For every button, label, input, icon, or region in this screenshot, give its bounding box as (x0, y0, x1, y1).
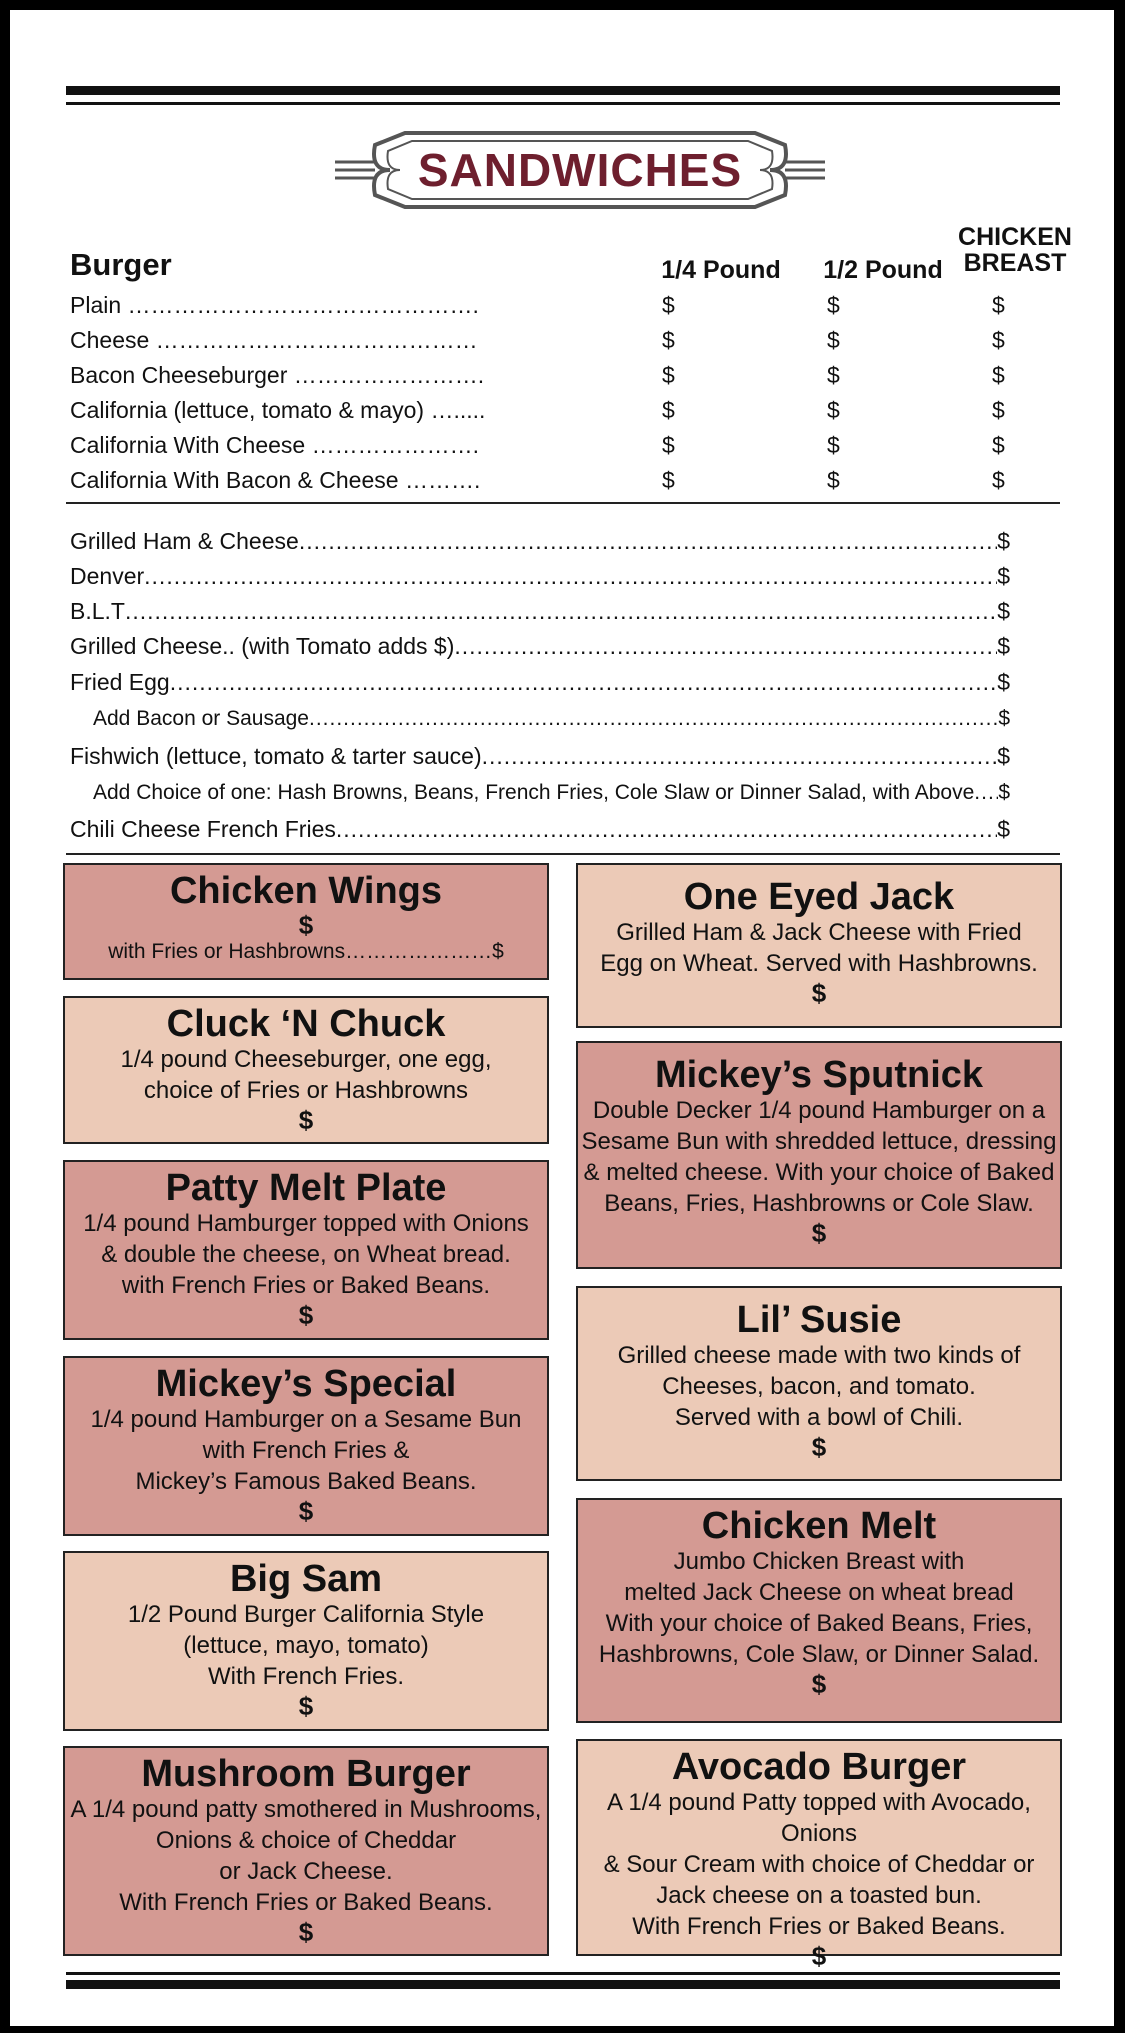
mickeys-special-desc: 1/4 pound Hamburger on a Sesame Bun with French Fries & Mickey’s Famous Baked Beans. (90, 1406, 522, 1495)
sandwich-row (70, 598, 1010, 632)
sandwich-price: $ (997, 743, 1010, 769)
sandwich-label: Fried Egg (70, 669, 170, 695)
mushroom-burger-box (63, 1746, 549, 1956)
chicken-wings-title: Chicken Wings (169, 870, 443, 912)
burger-name: Cheese …………………………………… (70, 327, 478, 353)
chicken-wings-box (63, 863, 549, 980)
price-half: $ (827, 362, 840, 388)
lil-susie-price: $ (811, 1432, 827, 1462)
sandwich-price: $ (997, 528, 1010, 554)
burger-row (70, 362, 1070, 397)
avocado-burger-desc: A 1/4 pound Patty topped with Avocado, Onions & Sour Cream with choice of Cheddar or Jack cheese on a toasted bun. With French Fries or Baked Beans. (603, 1789, 1035, 1940)
leader-dots (170, 669, 997, 703)
lil-susie-box (576, 1286, 1062, 1481)
mickeys-special-box (63, 1356, 549, 1536)
leader-dots (299, 528, 997, 562)
mickeys-special-title: Mickey’s Special (155, 1363, 457, 1405)
price-quarter: $ (662, 432, 675, 458)
one-eyed-jack-title: One Eyed Jack (683, 876, 955, 918)
patty-melt-desc: 1/4 pound Hamburger topped with Onions & double the cheese, on Wheat bread. with French Fries or Baked Beans. (83, 1210, 529, 1299)
avocado-burger-price: $ (811, 1941, 827, 1971)
menu-page (10, 10, 1114, 2026)
col-chicken-line1: CHICKEN (958, 223, 1072, 251)
leader-dots (144, 563, 997, 597)
chicken-wings-price: $ (298, 910, 314, 940)
burger-name: California With Cheese …………………. (70, 432, 479, 458)
leader-dots (974, 781, 998, 815)
col-chicken-line2: BREAST (963, 249, 1067, 277)
sandwich-label: Fishwich (lettuce, tomato & tarter sauce) (70, 743, 482, 769)
sandwich-row (70, 633, 1010, 667)
burger-row (70, 467, 1070, 502)
price-chicken: $ (992, 397, 1005, 423)
cluck-n-chuck-desc: 1/4 pound Cheeseburger, one egg, choice of Fries or Hashbrowns (120, 1046, 492, 1104)
top-rule-thick (66, 86, 1060, 95)
one-eyed-jack-box (576, 863, 1062, 1028)
burger-name: California With Bacon & Cheese ………. (70, 467, 481, 493)
price-half: $ (827, 327, 840, 353)
sandwich-label: Chili Cheese French Fries (70, 816, 336, 842)
burger-heading: Burger (70, 247, 172, 282)
price-quarter: $ (662, 327, 675, 353)
leader-dots (336, 816, 997, 850)
sputnick-desc: Double Decker 1/4 pound Hamburger on a Sesame Bun with shredded lettuce, dressing & melted cheese. With your choice of Baked Beans, Fries, Hashbrowns or Cole Slaw. (581, 1097, 1057, 1217)
sandwich-row (70, 563, 1010, 597)
patty-melt-box (63, 1160, 549, 1340)
sandwich-label: Grilled Ham & Cheese (70, 528, 299, 554)
sputnick-box (576, 1041, 1062, 1269)
chicken-wings-sub: with Fries or Hashbrowns…………………$ (108, 940, 504, 963)
price-chicken: $ (992, 362, 1005, 388)
sandwich-price: $ (998, 781, 1010, 804)
chicken-melt-price: $ (811, 1669, 827, 1699)
price-quarter: $ (662, 292, 675, 318)
sputnick-title: Mickey’s Sputnick (654, 1054, 984, 1096)
sandwich-price: $ (997, 633, 1010, 659)
price-chicken: $ (992, 327, 1005, 353)
sandwich-row (70, 816, 1010, 850)
col-chicken-breast (950, 224, 1080, 276)
cluck-n-chuck-title: Cluck ‘N Chuck (166, 1003, 446, 1045)
col-quarter-pound: 1/4 Pound (661, 256, 781, 284)
lil-susie-title: Lil’ Susie (736, 1299, 902, 1341)
price-chicken: $ (992, 292, 1005, 318)
price-quarter: $ (662, 362, 675, 388)
price-chicken: $ (992, 467, 1005, 493)
sandwiches-banner (330, 125, 830, 215)
sandwich-price: $ (997, 669, 1010, 695)
chicken-melt-desc: Jumbo Chicken Breast with melted Jack Cheese on wheat bread With your choice of Baked Beans, Fries, Hashbrowns, Cole Slaw, or Dinner Salad. (598, 1548, 1040, 1668)
big-sam-price: $ (298, 1691, 314, 1721)
cluck-n-chuck-price: $ (298, 1105, 314, 1135)
sandwich-label: B.L.T (70, 598, 125, 624)
big-sam-box (63, 1551, 549, 1731)
sandwich-label: Add Bacon or Sausage (93, 707, 309, 730)
col-half-pound: 1/2 Pound (823, 256, 943, 284)
burger-name: Plain ………………………………………. (70, 292, 479, 318)
sandwich-price: $ (998, 707, 1010, 730)
avocado-burger-box (576, 1739, 1062, 1971)
patty-melt-title: Patty Melt Plate (165, 1167, 447, 1209)
patty-melt-price: $ (298, 1300, 314, 1330)
burger-row (70, 432, 1070, 467)
sandwich-addon-row (93, 781, 1010, 815)
big-sam-title: Big Sam (229, 1558, 383, 1600)
sandwich-row (70, 528, 1010, 562)
price-half: $ (827, 292, 840, 318)
banner-title: SANDWICHES (417, 144, 743, 196)
price-half: $ (827, 467, 840, 493)
chicken-melt-title: Chicken Melt (701, 1505, 937, 1547)
sandwich-addon-row (93, 707, 1010, 741)
mushroom-burger-desc: A 1/4 pound patty smothered in Mushrooms, Onions & choice of Cheddar or Jack Cheese. With French Fries or Baked Beans. (70, 1796, 542, 1916)
leader-dots (125, 598, 997, 632)
burger-name: Bacon Cheeseburger ……………………. (70, 362, 485, 388)
mushroom-burger-title: Mushroom Burger (141, 1753, 471, 1795)
mickeys-special-price: $ (298, 1496, 314, 1526)
sandwich-row (70, 743, 1010, 777)
bottom-rule-thin (66, 1972, 1060, 1975)
price-quarter: $ (662, 467, 675, 493)
avocado-burger-title: Avocado Burger (671, 1746, 967, 1788)
leader-dots (454, 633, 997, 667)
section-divider (66, 853, 1060, 855)
lil-susie-desc: Grilled cheese made with two kinds of Cheeses, bacon, and tomato. Served with a bowl of Chili. (617, 1342, 1021, 1431)
leader-dots (309, 707, 998, 741)
burger-row (70, 327, 1070, 362)
sandwich-label: Grilled Cheese.. (with Tomato adds $) (70, 633, 455, 659)
price-chicken: $ (992, 432, 1005, 458)
sandwich-label: Add Choice of one: Hash Browns, Beans, French Fries, Cole Slaw or Dinner Salad, with Above (93, 781, 975, 804)
cluck-n-chuck-box (63, 996, 549, 1144)
chicken-melt-box (576, 1498, 1062, 1723)
one-eyed-jack-price: $ (811, 978, 827, 1008)
price-quarter: $ (662, 397, 675, 423)
burger-name: California (lettuce, tomato & mayo) …..... (70, 397, 486, 423)
burger-row (70, 292, 1070, 327)
sandwich-price: $ (997, 816, 1010, 842)
one-eyed-jack-desc: Grilled Ham & Jack Cheese with Fried Egg on Wheat. Served with Hashbrowns. (600, 919, 1038, 977)
bottom-rule-thick (66, 1980, 1060, 1989)
mushroom-burger-price: $ (298, 1917, 314, 1947)
big-sam-desc: 1/2 Pound Burger California Style (lettuce, mayo, tomato) With French Fries. (127, 1601, 485, 1690)
price-half: $ (827, 397, 840, 423)
burger-row (70, 397, 1070, 432)
sandwich-row (70, 669, 1010, 703)
sandwich-price: $ (997, 598, 1010, 624)
leader-dots (482, 743, 998, 777)
sandwich-label: Denver (70, 563, 145, 589)
sputnick-price: $ (811, 1218, 827, 1248)
price-half: $ (827, 432, 840, 458)
section-divider (66, 502, 1060, 504)
sandwich-price: $ (997, 563, 1010, 589)
top-rule-thin (66, 102, 1060, 105)
